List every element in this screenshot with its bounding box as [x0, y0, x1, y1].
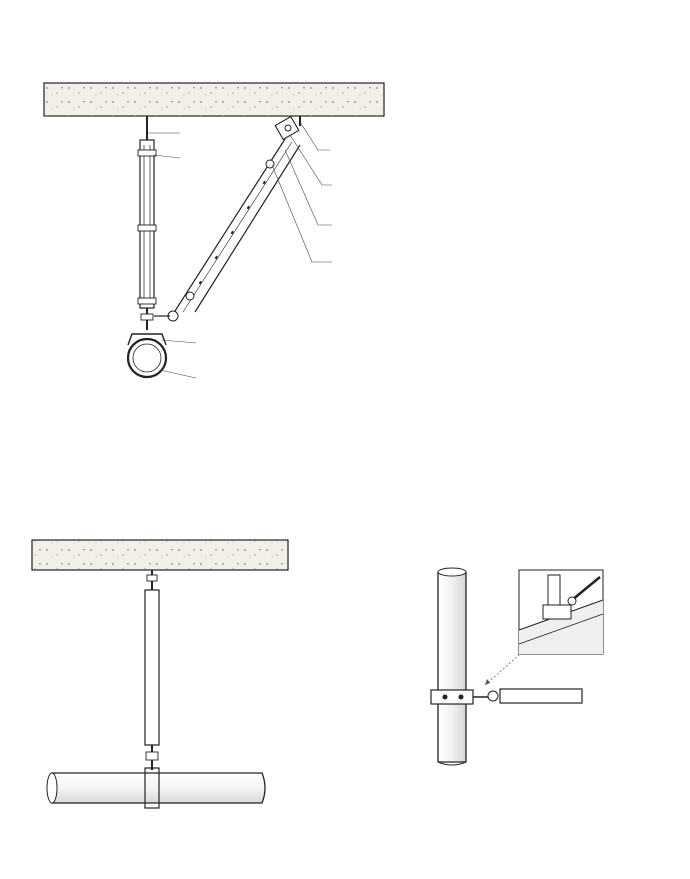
top-connector	[488, 691, 498, 701]
diagonal-brace	[175, 139, 300, 312]
top-brace	[500, 689, 582, 703]
leader-lines	[148, 122, 332, 378]
side-water-pipe	[49, 773, 265, 803]
water-pipe-section	[128, 339, 166, 377]
channel-steel	[140, 140, 154, 308]
side-view-drawing	[32, 540, 288, 808]
end-cover-top	[138, 150, 156, 156]
top-water-pipe	[438, 572, 466, 762]
side-channel-steel	[145, 590, 159, 745]
detail-callout-line	[485, 655, 519, 685]
design-instructions	[322, 318, 682, 329]
top-pipe-clamp	[431, 690, 473, 704]
front-view-drawing	[44, 83, 384, 378]
top-view-drawing	[431, 568, 603, 765]
end-cover-bottom	[138, 298, 156, 304]
ceiling-texture	[44, 83, 384, 116]
outer-hex-bolt	[186, 292, 194, 300]
